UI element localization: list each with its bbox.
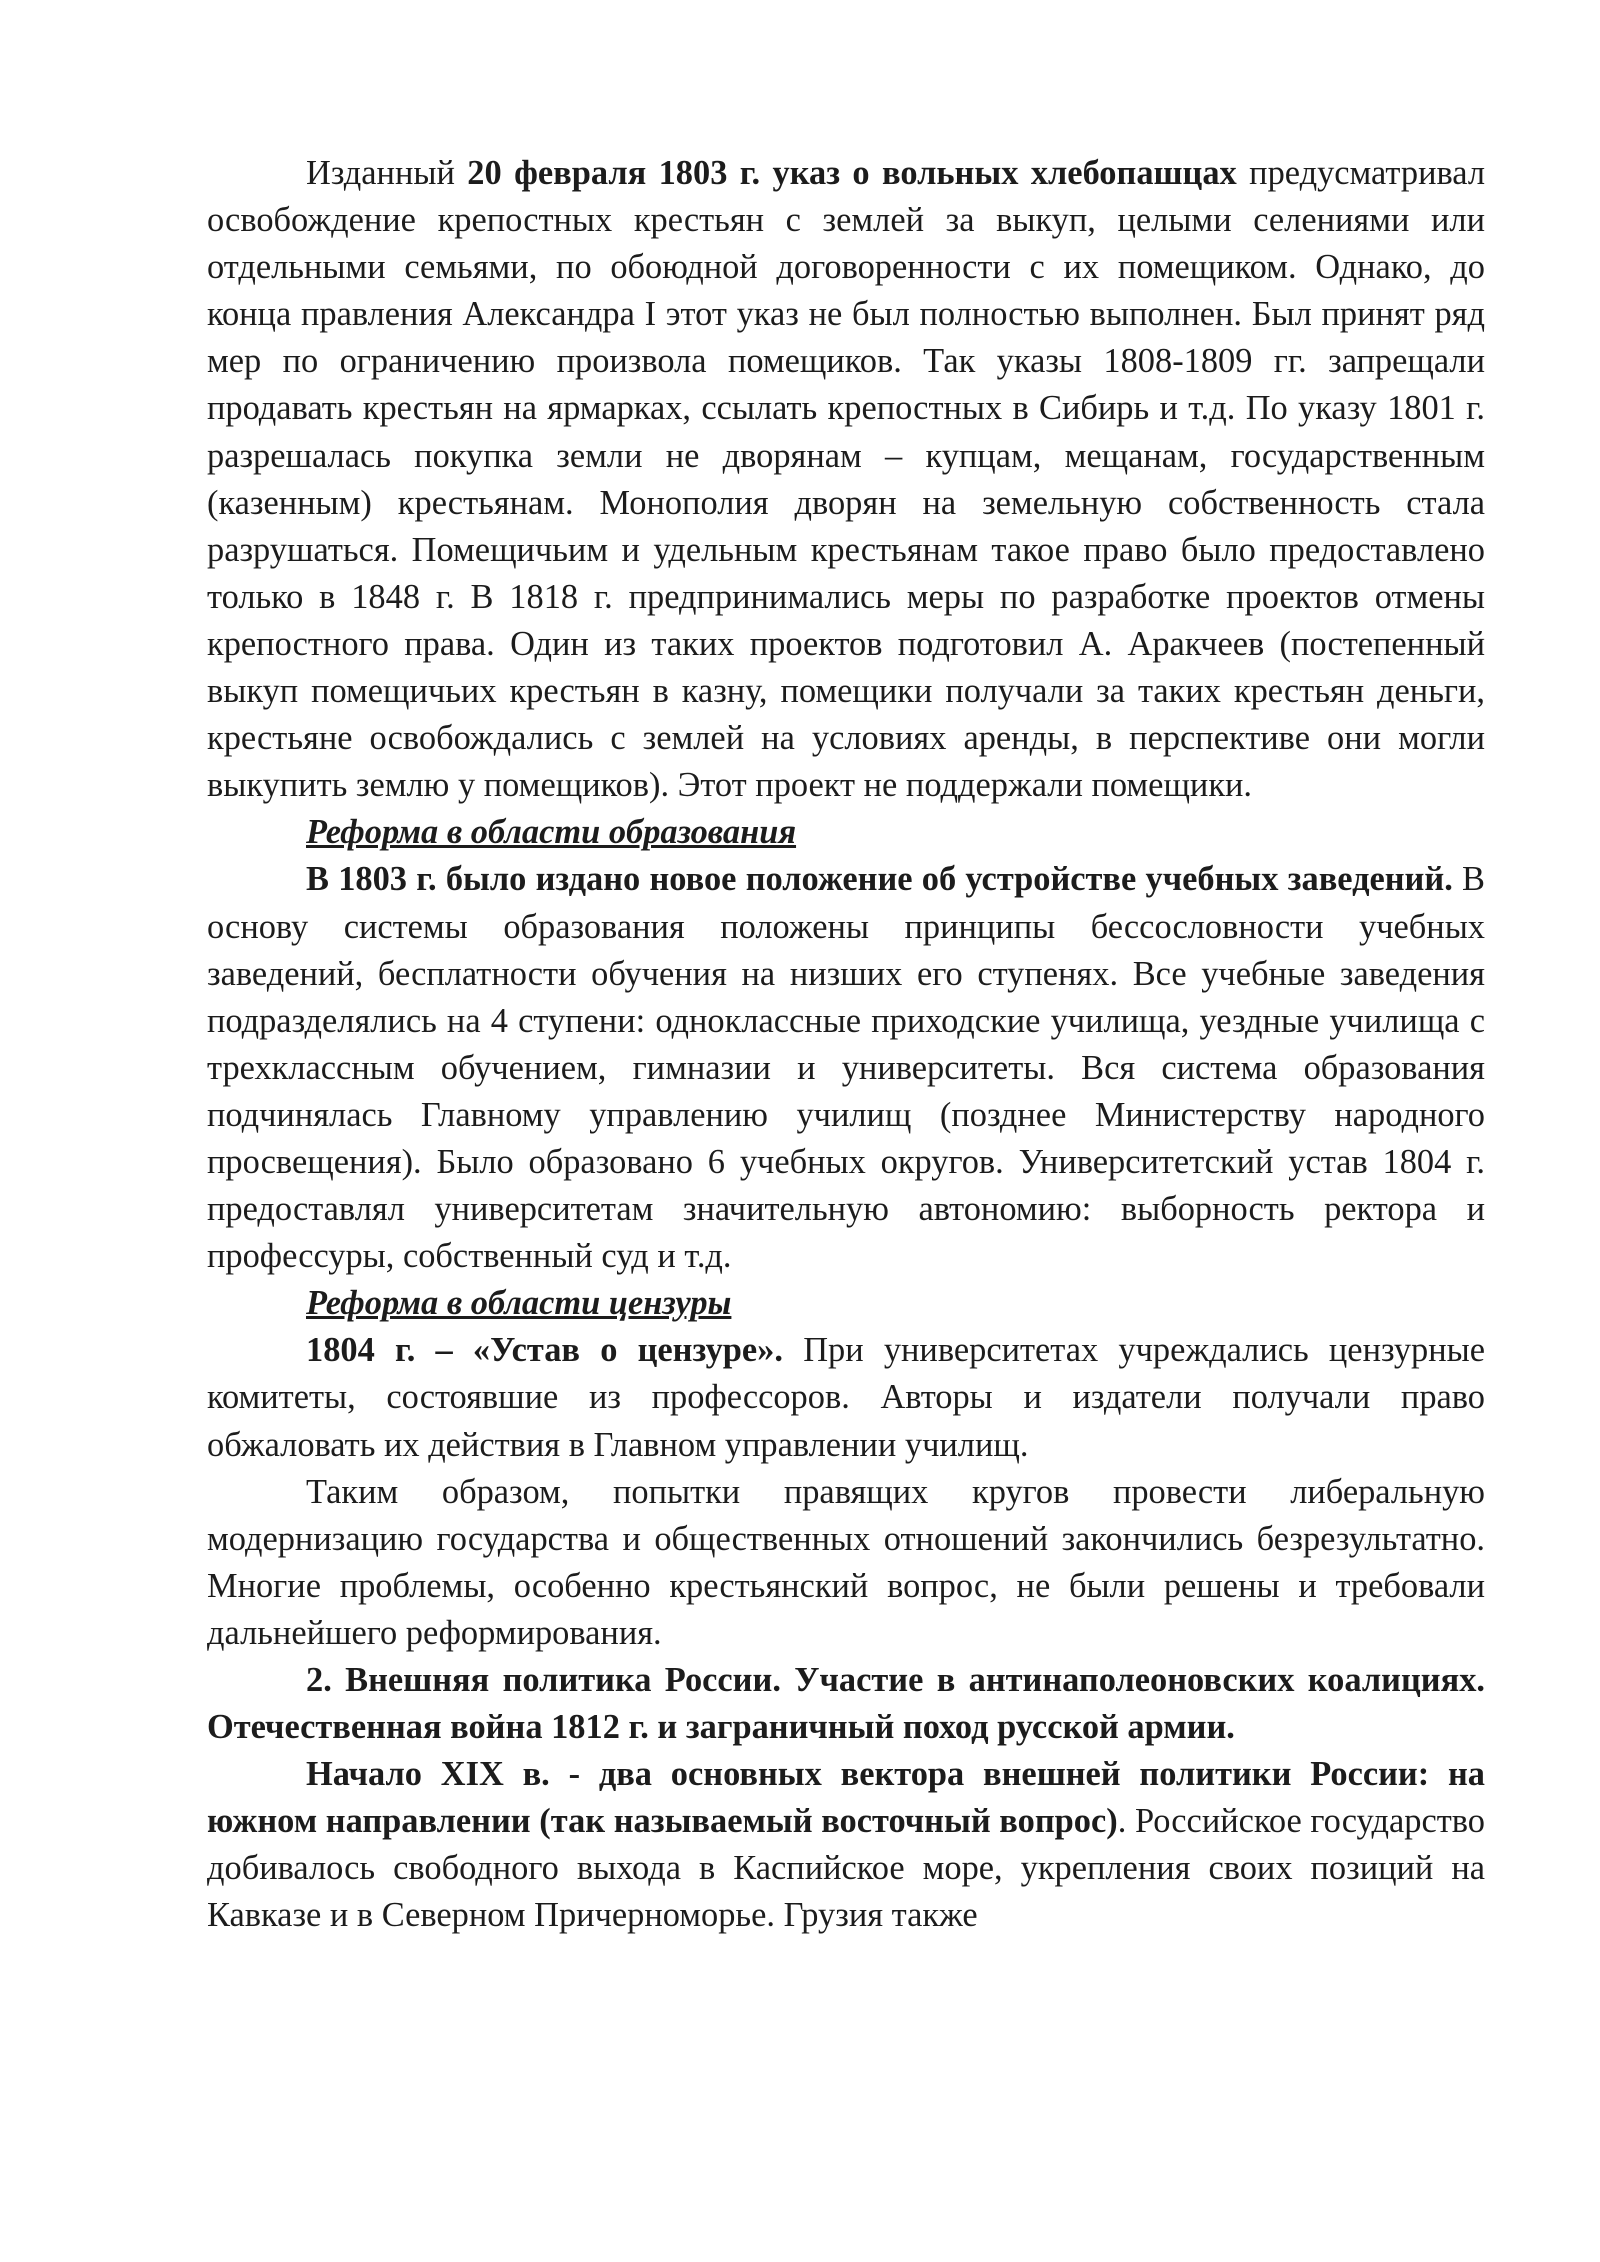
bold-text: Начало XIX в. - два основных вектора внешней политики России: на южном направлении (так называемый восточный вопрос) (207, 1755, 1485, 1841)
paragraph-text: В основу системы образования положены принципы бессословности учебных заведений, бесплатности обучения на низших его ступенях. Все учебные заведения подразделялись на 4 ступени: одноклассные приходские училища, уездные училища с трехклассным обучением, гимназии и университеты. Вся система образования подчинялась Главному управлению училищ (позднее Министерству народного просвещения). Было образовано 6 учебных округов. Университетский устав 1804 г. предоставлял университетам значительную автономию: выборность ректора и профессуры, собственный суд и т.д. (207, 860, 1485, 1276)
paragraph-text: предусматривал освобождение крепостных крестьян с землей за выкуп, целыми селениями или отдельными семьями, по обоюдной договоренности с их помещиком. Однако, до конца правления Александра I этот указ не был полностью выполнен. Был принят ряд мер по ограничению произвола помещиков. Так указы 1808-1809 гг. запрещали продавать крестьян на ярмарках, ссылать крепостных в Сибирь и т.д. По указу 1801 г. разрешалась покупка земли не дворянам – купцам, мещанам, государственным (казенным) крестьянам. Монополия дворян на земельную собственность стала разрушаться. Помещичьим и удельным крестьянам такое право было предоставлено только в 1848 г. В 1818 г. предпринимались меры по разработке проектов отмены крепостного права. Один из таких проектов подготовил А. Аракчеев (постепенный выкуп помещичьих крестьян в казну, помещики получали за таких крестьян деньги, крестьяне освобождались с землей на условиях аренды, в перспективе они могли выкупить землю у помещиков). Этот проект не поддержали помещики. (207, 154, 1485, 805)
paragraph-conclusion (207, 1469, 1485, 1657)
heading-education-reform: Реформа в области образования (306, 813, 797, 852)
bold-text: 2. Внешняя политика России. Участие в антинаполеоновских коалициях. Отечественная война 1812 г. и заграничный поход русской армии. (207, 1661, 1485, 1747)
paragraph-text: При университетах учреждались цензурные комитеты, состоявшие из профессоров. Авторы и издатели получали право обжаловать их действия в Главном управлении училищ. (207, 1331, 1486, 1464)
paragraph-text: Изданный (306, 154, 468, 192)
paragraph-education (207, 856, 1485, 1280)
bold-text: 1804 г. – «Устав о цензуре». (306, 1331, 783, 1370)
paragraph-foreign-policy (207, 1751, 1485, 1939)
heading-censorship-reform: Реформа в области цензуры (306, 1284, 732, 1323)
bold-text: 20 февраля 1803 г. указ о вольных хлебопашцах (467, 154, 1237, 192)
document-page (207, 150, 1485, 1940)
bold-text: В 1803 г. было издано новое положение об устройстве учебных заведений. (306, 860, 1453, 899)
section-heading-foreign-policy (207, 1657, 1485, 1751)
paragraph-censorship (207, 1327, 1485, 1468)
paragraph-decree (207, 150, 1485, 809)
paragraph-text: . Российское государство добивалось свободного выхода в Каспийское море, укрепления своих позиций на Кавказе и в Северном Причерноморье. Грузия также (207, 1802, 1485, 1935)
paragraph-text: Таким образом, попытки правящих кругов провести либеральную модернизацию государства и общественных отношений закончились безрезультатно. Многие проблемы, особенно крестьянский вопрос, не были решены и требовали дальнейшего реформирования. (207, 1472, 1485, 1652)
